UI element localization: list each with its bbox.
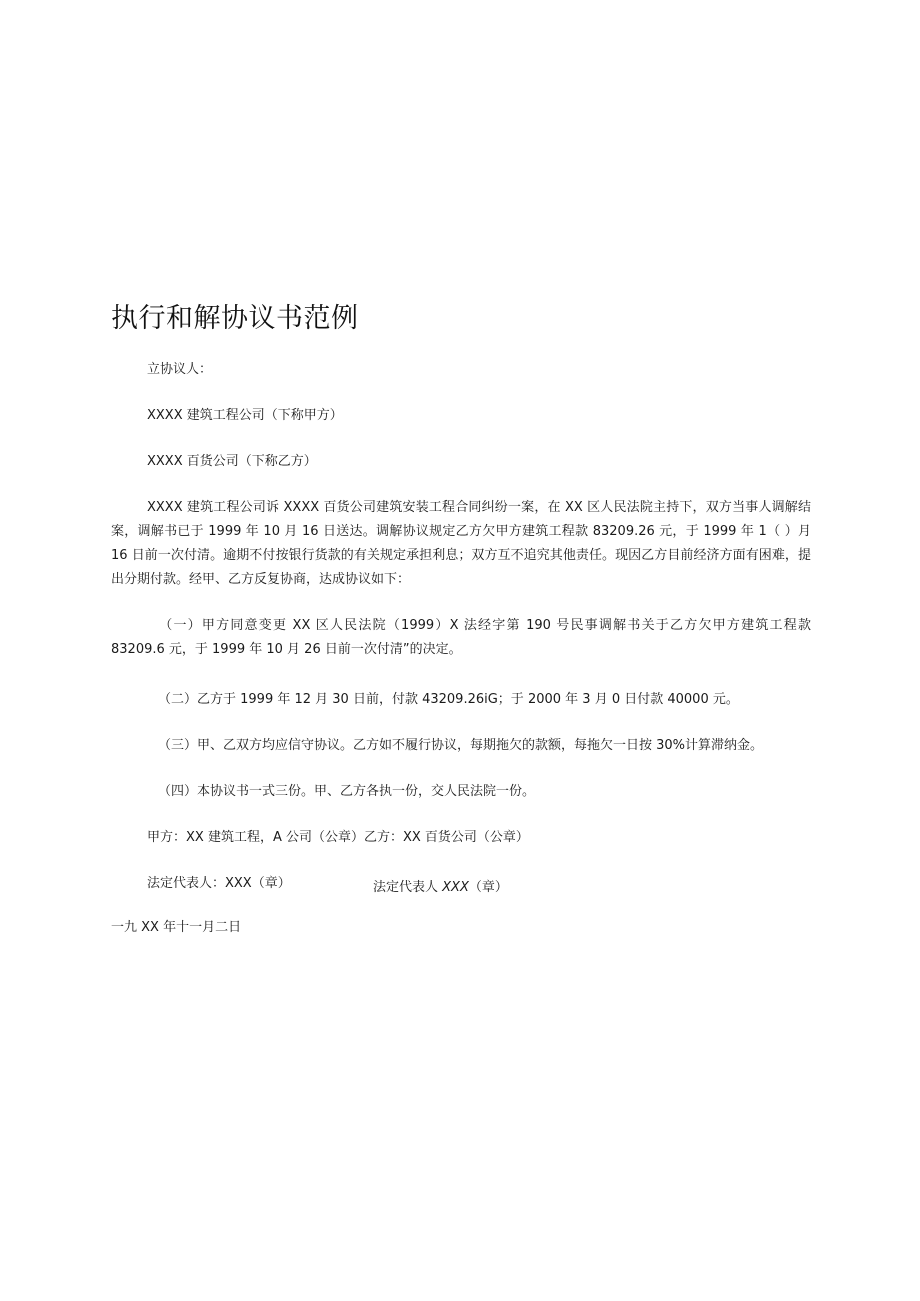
clause-text: （一）甲方同意变更 XX 区人民法院（1999）X 法经字第 190 号民事调解书关于乙方欠甲方建筑工程款 83209.6 元，于 1999 年 10 月 26 日前一次付清”的决定。 (111, 618, 811, 657)
legal-rep-right-prefix: 法定代表人 (373, 880, 443, 895)
clause-2: （二）乙方于 1999 年 12 月 30 日前，付款 43209.26iG；于 2000 年 3 月 0 日付款 40000 元。 (158, 692, 739, 707)
legal-rep-right-suffix: （章） (468, 880, 508, 895)
legal-rep-left: 法定代表人：XXX（章） (147, 876, 291, 891)
seal-line: 甲方：XX 建筑工程，A 公司（公章）乙方：XX 百货公司（公章） (147, 830, 529, 845)
clause-4: （四）本协议书一式三份。甲、乙方各执一份，交人民法院一份。 (158, 784, 536, 799)
party-b: XXXX 百货公司（下称乙方） (147, 454, 317, 469)
party-a: XXXX 建筑工程公司（下称甲方） (147, 408, 343, 423)
intro-paragraph (111, 496, 811, 592)
document-date: 一九 XX 年十一月二日 (111, 920, 242, 935)
parties-label: 立协议人： (147, 362, 213, 377)
clause-3: （三）甲、乙双方均应信守协议。乙方如不履行协议，每期拖欠的款额，每拖欠一日按 30%计算滞纳金。 (158, 738, 764, 753)
clause-1 (111, 614, 811, 662)
legal-rep-right (373, 876, 508, 895)
intro-text: XXXX 建筑工程公司诉 XXXX 百货公司建筑安装工程合同纠纷一案，在 XX 区人民法院主持下，双方当事人调解结案，调解书已于 1999 年 10 月 16 日送达。调解协议规定乙方欠甲方建筑工程款 83209.26 元，于 1999 年 1（ ）月 16 日前一次付清。逾期不付按银行货款的有关规定承担利息；双方互不追究其他责任。现因乙方目前经济方面有困难，提出分期付款。经甲、乙方反复协商，达成协议如下： (111, 500, 812, 587)
legal-rep-right-name: XXX (442, 880, 469, 895)
document-title: 执行和解协议书范例 (111, 303, 359, 334)
